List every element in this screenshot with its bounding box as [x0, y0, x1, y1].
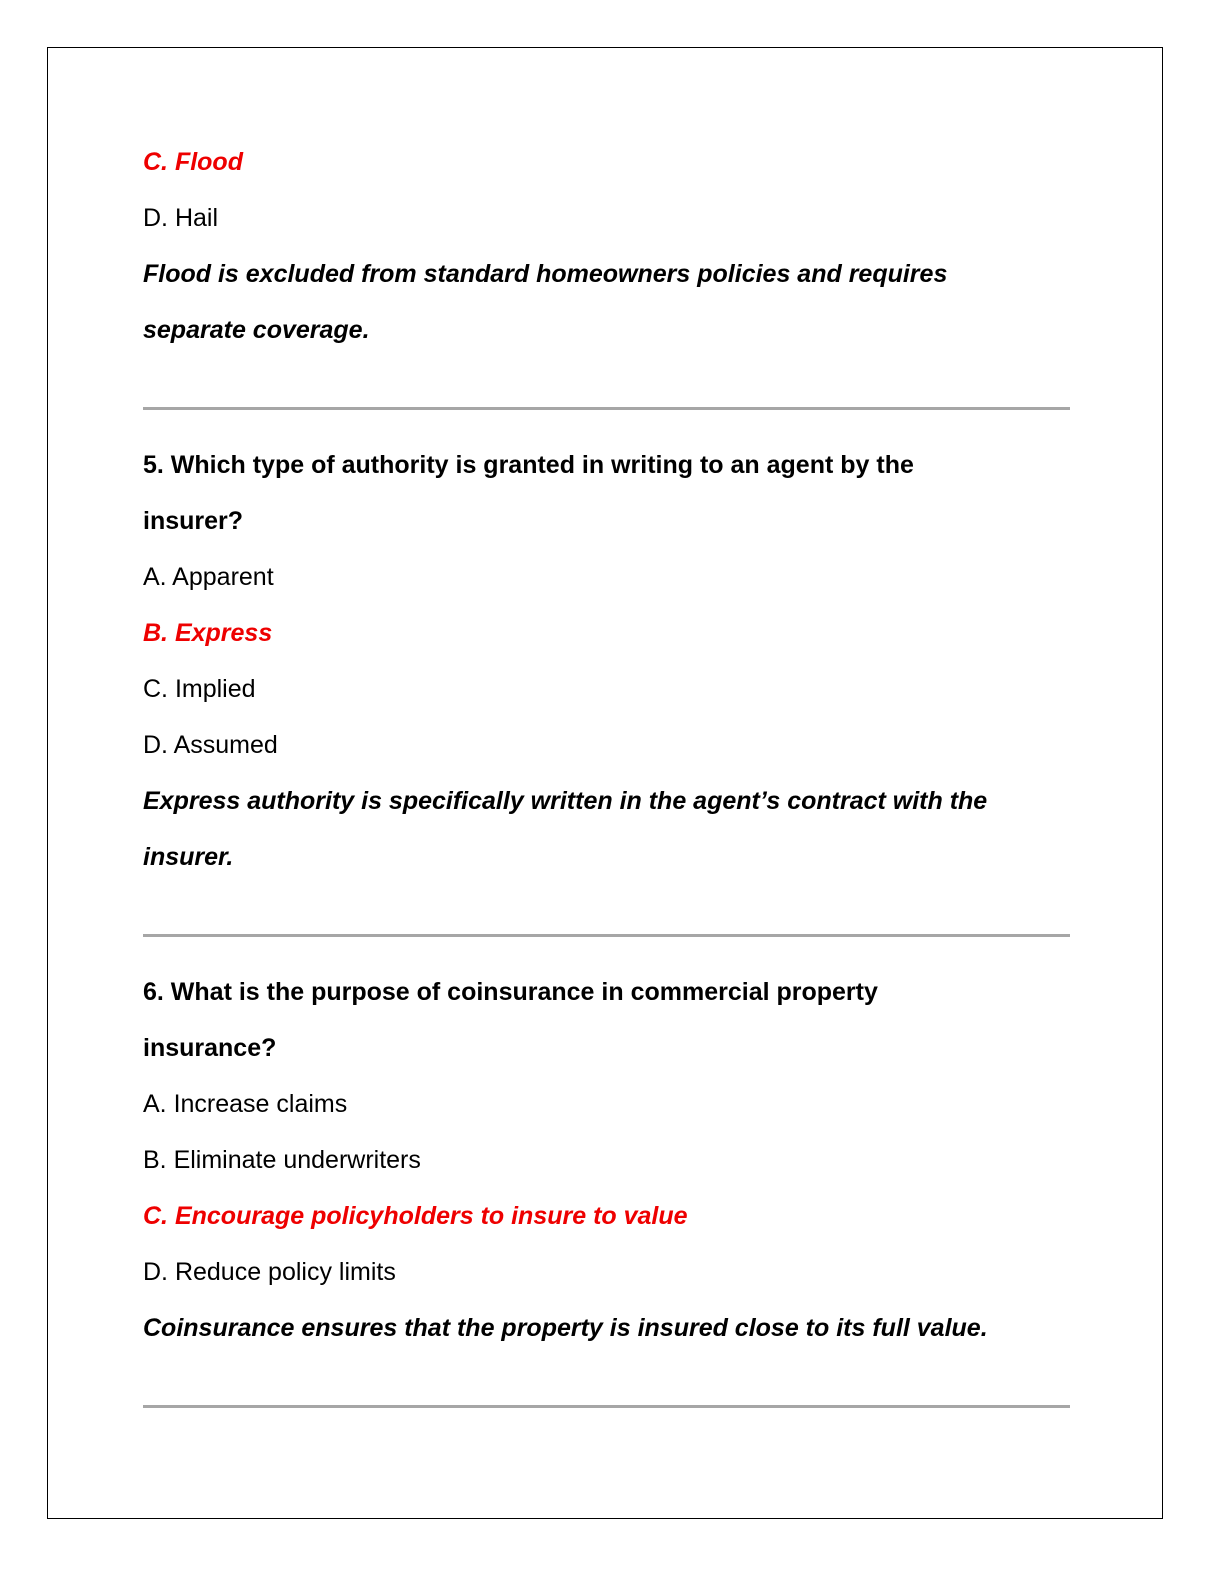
answer-option-b: B. Eliminate underwriters	[143, 1146, 421, 1174]
page-content	[143, 134, 1071, 1408]
question-text-line-2: insurer?	[143, 507, 244, 535]
explanation-line-2: separate coverage.	[143, 316, 370, 344]
answer-option-c-correct: C. Flood	[143, 148, 243, 176]
answer-option-c-correct: C. Encourage policyholders to insure to value	[143, 1202, 688, 1230]
question-5	[143, 437, 1071, 885]
question-text-line-2: insurance?	[143, 1034, 277, 1062]
section-divider	[143, 1405, 1070, 1408]
explanation-line-1: Coinsurance ensures that the property is insured close to its full value.	[143, 1314, 988, 1342]
answer-option-b-correct: B. Express	[143, 619, 273, 647]
question-6	[143, 964, 1071, 1356]
answer-option-a: A. Increase claims	[143, 1090, 348, 1118]
answer-option-d: D. Reduce policy limits	[143, 1258, 396, 1286]
answer-option-c: C. Implied	[143, 675, 256, 703]
question-text-line-1: 5. Which type of authority is granted in writing to an agent by the	[143, 451, 914, 479]
question-4-continuation	[143, 134, 1071, 358]
answer-option-d: D. Assumed	[143, 731, 278, 759]
explanation-line-1: Flood is excluded from standard homeowners policies and requires	[143, 260, 948, 288]
answer-option-d: D. Hail	[143, 204, 219, 232]
explanation-line-2: insurer.	[143, 843, 234, 871]
answer-option-a: A. Apparent	[143, 563, 274, 591]
question-text-line-1: 6. What is the purpose of coinsurance in commercial property	[143, 978, 878, 1006]
explanation-line-1: Express authority is specifically written in the agent’s contract with the	[143, 787, 988, 815]
